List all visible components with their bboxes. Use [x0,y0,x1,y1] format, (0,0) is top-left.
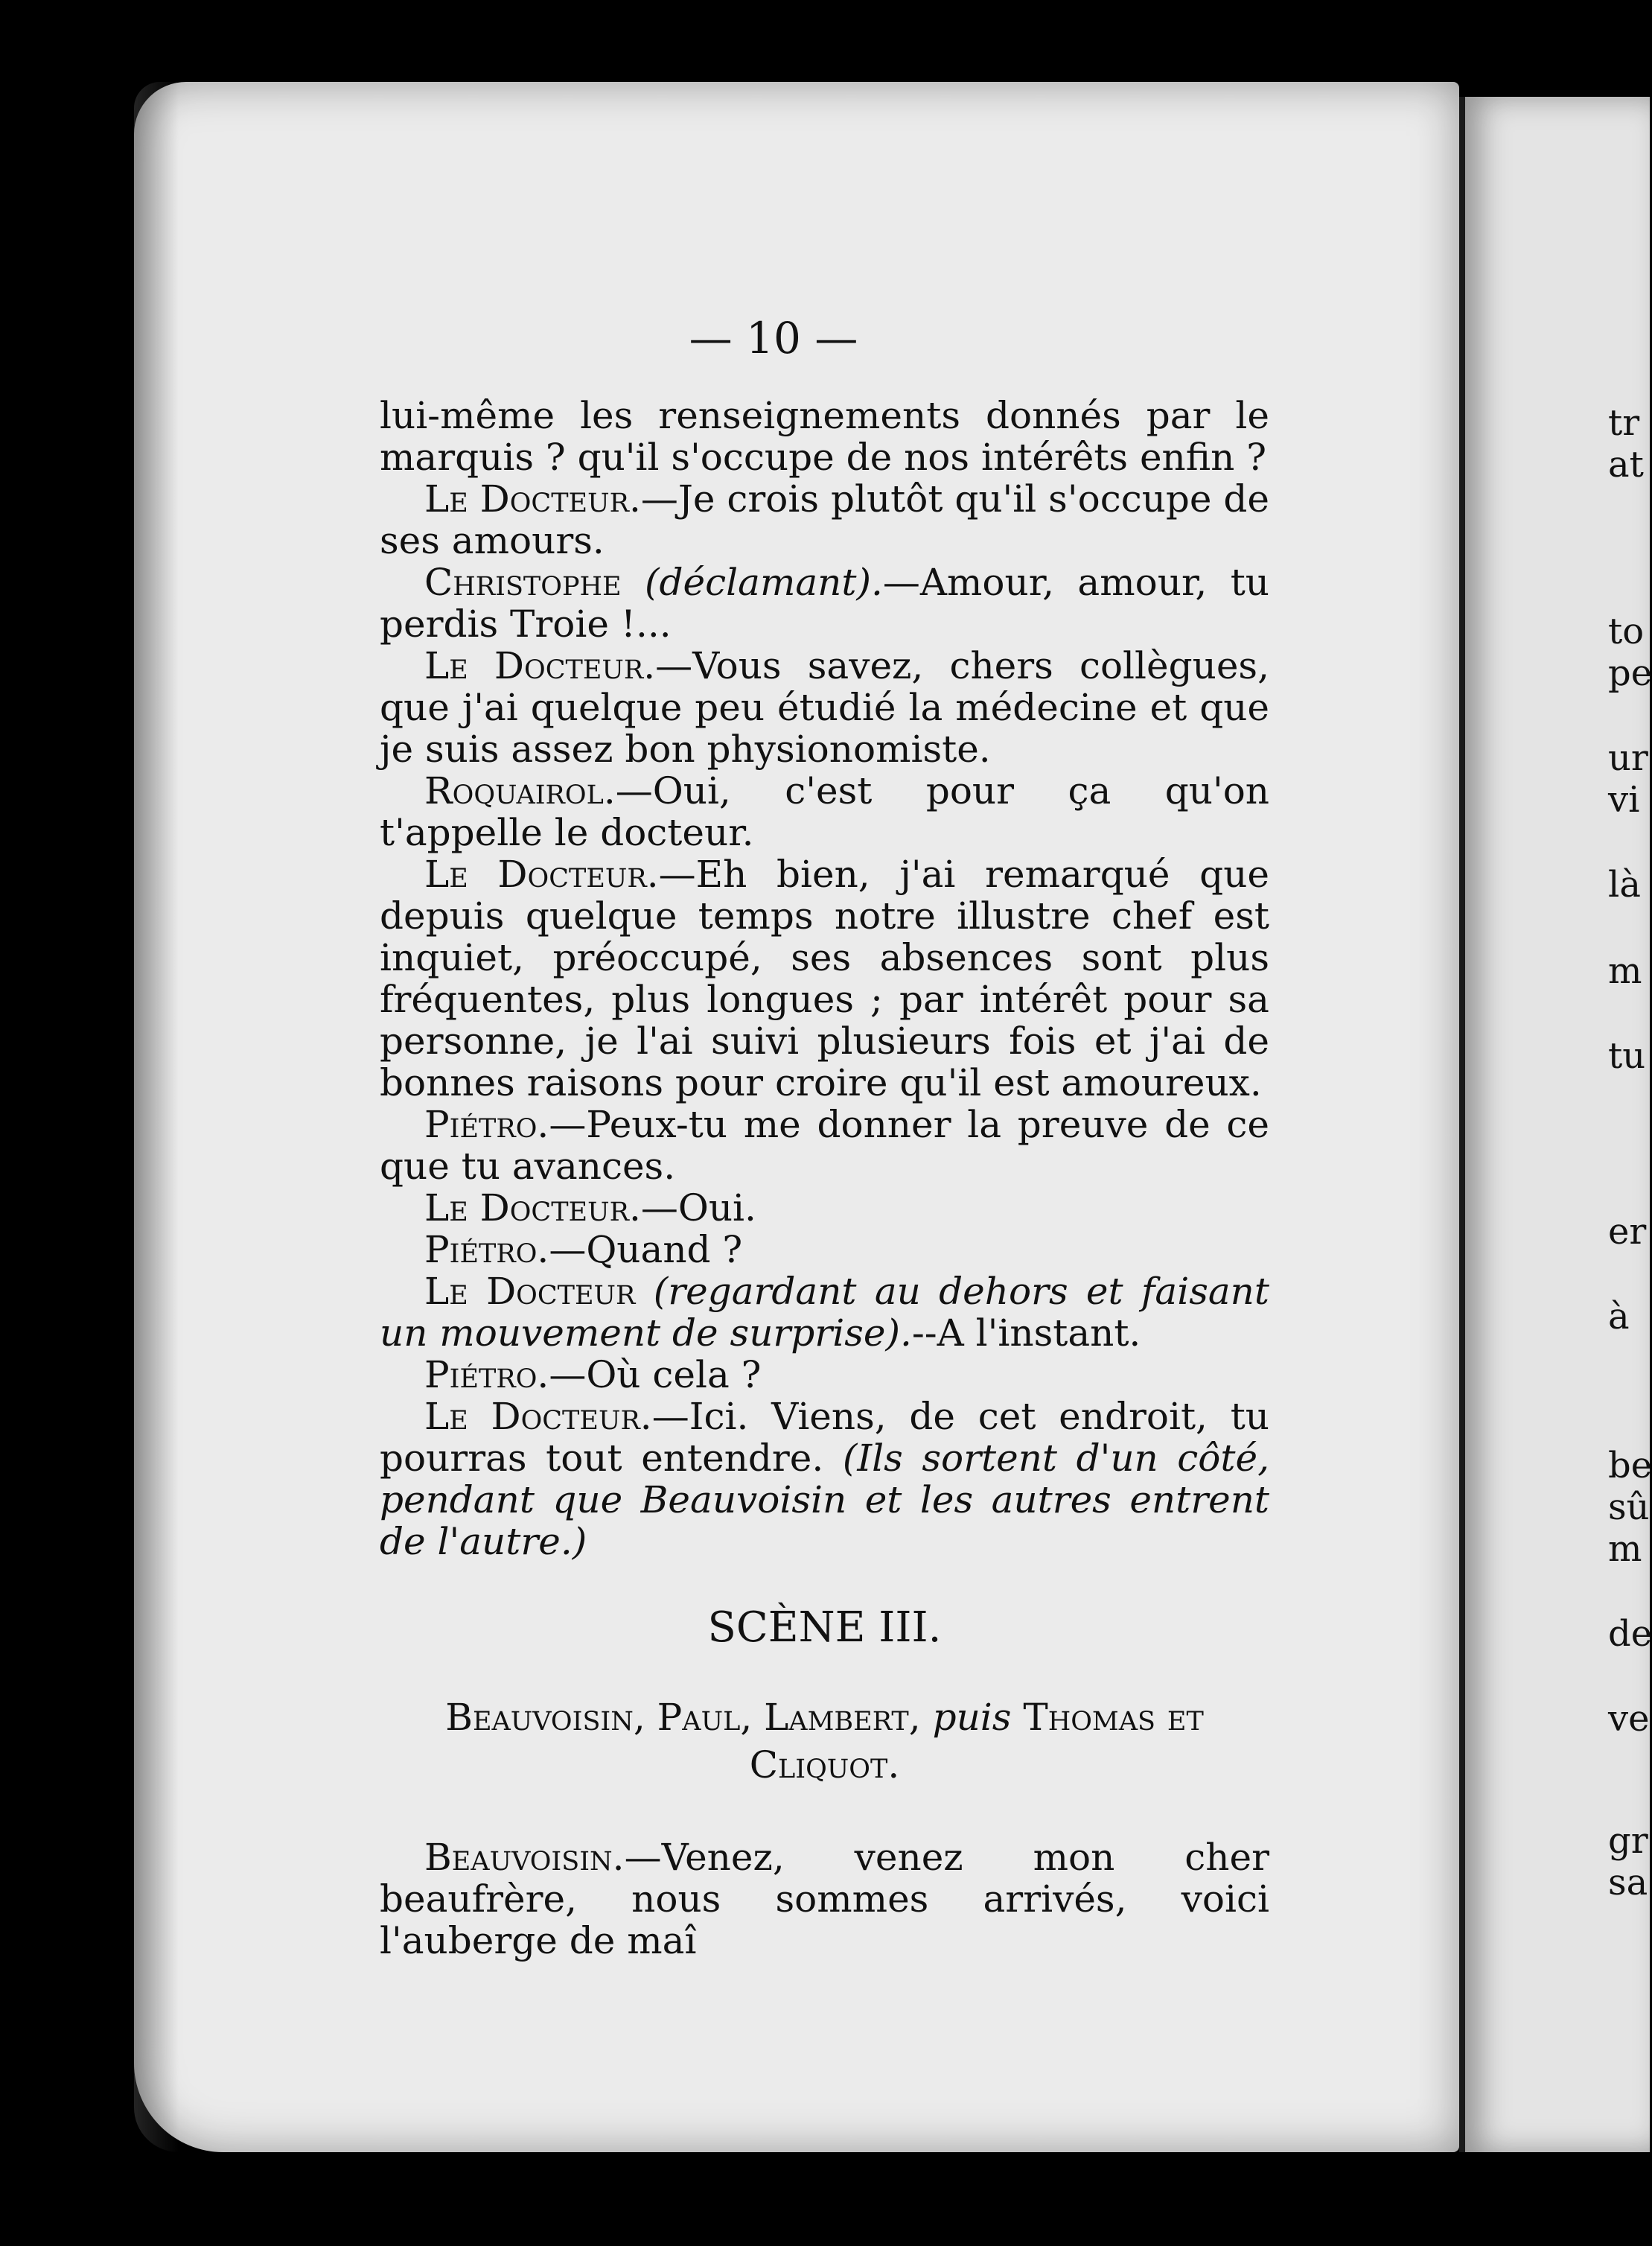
fragment: at [1608,444,1644,486]
page-text [380,395,1269,1962]
speaker: Beauvoisin. [424,1836,625,1879]
speech: —Oui, c'est pour ça qu'on t'appelle le docteur. [380,769,1269,854]
fragment: de [1608,1613,1652,1655]
fragment: m [1608,1528,1642,1570]
fragment: gr [1608,1820,1648,1862]
speech: —Oui. [640,1186,756,1229]
speaker: Le Docteur. [424,1186,641,1229]
speaker: Le Docteur. [424,644,656,687]
paragraph-9 [380,1229,1269,1270]
speech: —Vous savez, chers collègues, que j'ai quelque peu étudié la médecine et que je suis assez bon physionomiste. [380,644,1269,771]
paragraph-11 [380,1354,1269,1396]
cast-list [380,1693,1269,1789]
scene-heading: SCÈNE III. [707,1603,942,1652]
fragment: m [1608,950,1642,992]
cast-part-1: Beauvoisin, Paul, Lambert, [445,1696,921,1739]
paragraph-4 [380,645,1269,770]
speech: —Quand ? [549,1228,743,1271]
fragment: à [1608,1296,1630,1337]
speaker: Le Docteur. [424,853,659,896]
speaker: Le Docteur. [424,1395,652,1438]
fragment: pe [1608,652,1652,694]
fragment: vi [1608,779,1640,821]
paragraph-12 [380,1396,1269,1562]
speaker: Le Docteur [424,1270,636,1313]
cast-puis: puis [932,1696,1012,1739]
fragment: là [1608,864,1641,906]
speech: —Peux-tu me donner la preuve de ce que tu avances. [380,1103,1269,1188]
fragment: to [1608,611,1645,652]
speech: —Où cela ? [549,1353,762,1396]
paragraph-3 [380,562,1269,645]
fragment: tr [1608,402,1640,444]
speaker: Piétro. [424,1353,549,1396]
fragment: be [1608,1445,1652,1486]
paragraph-6 [380,853,1269,1104]
fragment: ve [1608,1698,1650,1740]
speech: --A l'instant. [911,1311,1141,1355]
paragraph-13 [380,1836,1269,1962]
speech: —Ici. Viens, de cet endroit, tu pourras tout entendre. [380,1395,1269,1480]
speaker: Piétro. [424,1103,549,1146]
paragraph-5 [380,770,1269,853]
stage-direction: (déclamant). [645,561,883,604]
paragraph-1: lui-même les renseignements donnés par le marquis ? qu'il s'occupe de nos intérêts enfin ? [380,394,1269,479]
paragraph-10 [380,1270,1269,1354]
paragraph-2 [380,478,1269,562]
fragment: ur [1608,737,1648,779]
fragment: sû [1608,1486,1650,1528]
page-number: — 10 — [689,313,858,363]
speech: —Je crois plutôt qu'il s'occupe de ses amours. [380,477,1269,562]
speaker: Le Docteur. [424,477,641,521]
speech: —Amour, amour, tu perdis Troie !... [380,561,1269,646]
paragraph-7 [380,1104,1269,1187]
fragment: er [1608,1211,1647,1253]
fragment: sa [1608,1862,1648,1903]
speech: —Venez, venez mon cher beaufrère, nous sommes arrivés, voici l'auberge de maî [380,1836,1269,1962]
speech: —Eh bien, j'ai remarqué que depuis quelque temps notre illustre chef est inquiet, préoccupé, ses absences sont plus fréquentes, plus longues ; par intérêt pour sa personne, je l'ai suivi plusieurs fois et j'ai de bonnes raisons pour croire qu'il est amoureux. [380,853,1269,1104]
speaker: Piétro. [424,1228,549,1271]
speaker: Christophe [424,561,622,604]
paragraph-8 [380,1187,1269,1229]
cast-part-2: Thomas et Cliquot. [749,1696,1204,1787]
fragment: tu [1608,1035,1646,1077]
stage-direction: (Ils sortent d'un côté, pendant que Beauvoisin et les autres entrent de l'autre.) [380,1437,1269,1563]
speaker: Roquairol. [424,769,616,812]
stage-direction: (regardant au dehors et faisant un mouvement de surprise). [380,1270,1269,1355]
